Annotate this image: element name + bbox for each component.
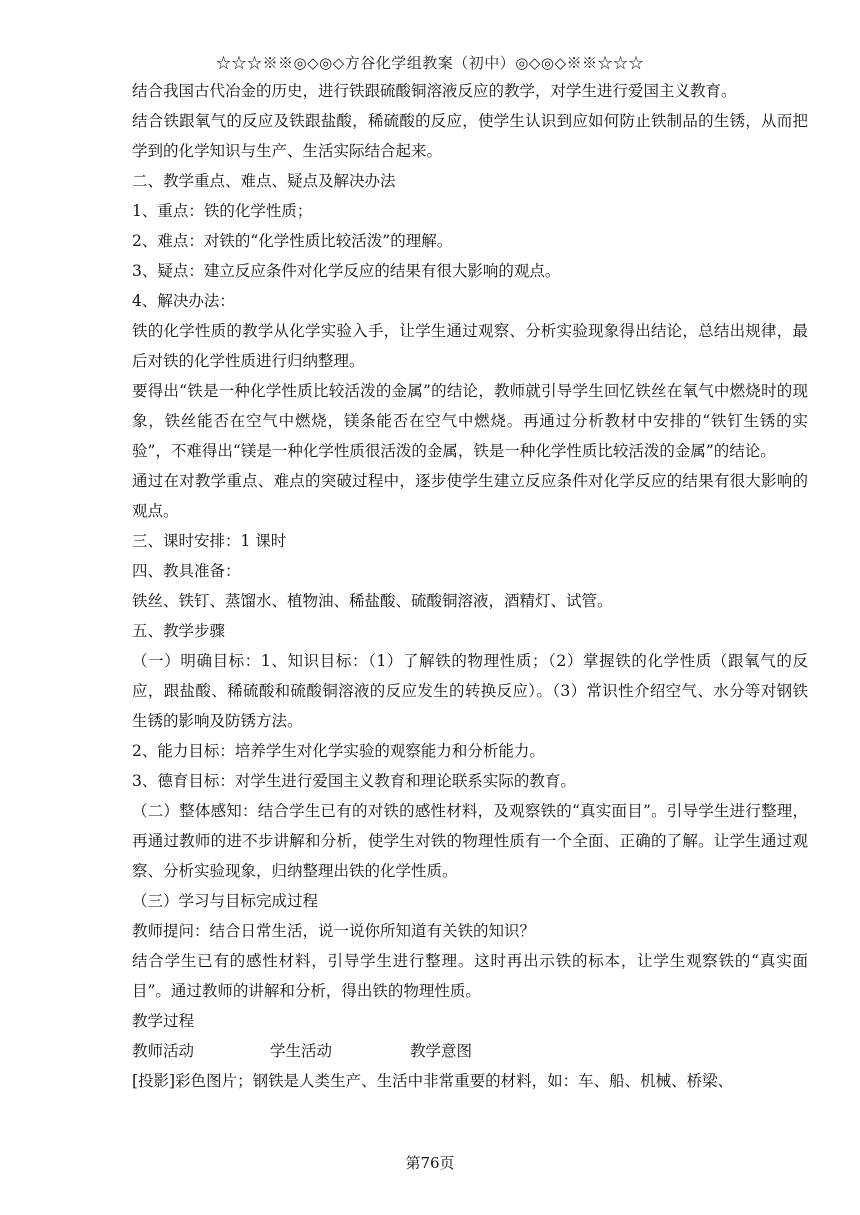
section-heading: 三、课时安排：1 课时 [132,532,287,550]
page-header: ☆☆☆※※◎◇◎◇方谷化学组教案（初中）◎◇◎◇※※☆☆☆ [216,54,644,72]
paragraph: 要得出“铁是一种化学性质比较活泼的金属”的结论，教师就引导学生回忆铁丝在氧气中燃烧时的现象，铁丝能否在空气中燃烧，镁条能否在空气中燃烧。再通过分析教材中安排的“铁钉生锈的实验”，不难得出“镁是一种化学性质很活泼的金属，铁是一种化学性质比较活泼的金属”的结论。 [132,382,808,460]
paragraph: 结合学生已有的感性材料，引导学生进行整理。这时再出示铁的标本，让学生观察铁的“真实面目”。通过教师的讲解和分析，得出铁的物理性质。 [132,952,808,1000]
table-header-row [132,1036,808,1066]
table-header-student: 学生活动 [270,1042,333,1060]
table-header-intent: 教学意图 [410,1042,473,1060]
paragraph: 铁丝、铁钉、蒸馏水、植物油、稀盐酸、硫酸铜溶液，酒精灯、试管。 [132,592,613,610]
page-number: 第76页 [405,1154,455,1172]
paragraph: 铁的化学性质的教学从化学实验入手，让学生通过观察、分析实验现象得出结论，总结出规律，最后对铁的化学性质进行归纳整理。 [132,322,808,370]
paragraph: 教师提问：结合日常生活，说一说你所知道有关铁的知识？ [132,922,536,940]
paragraph: （三）学习与目标完成过程 [132,892,319,910]
paragraph: 3、疑点：建立反应条件对化学反应的结果有很大影响的观点。 [132,262,561,280]
paragraph: 通过在对教学重点、难点的突破过程中，逐步使学生建立反应条件对化学反应的结果有很大影响的观点。 [132,472,808,520]
paragraph: 2、难点：对铁的“化学性质比较活泼”的理解。 [132,232,453,250]
paragraph: 4、解决办法： [132,292,235,310]
paragraph: [投影]彩色图片；钢铁是人类生产、生活中非常重要的材料，如：车、船、机械、桥梁、 [132,1072,734,1090]
paragraph: 1、重点：铁的化学性质； [132,202,313,220]
paragraph: 教学过程 [132,1012,195,1030]
table-header-teacher: 教师活动 [132,1042,195,1060]
paragraph: 结合铁跟氧气的反应及铁跟盐酸，稀硫酸的反应，使学生认识到应如何防止铁制品的生锈，从而把学到的化学知识与生产、生活实际结合起来。 [132,112,808,160]
paragraph: 2、能力目标：培养学生对化学实验的观察能力和分析能力。 [132,742,545,760]
paragraph: 3、德育目标：对学生进行爱国主义教育和理论联系实际的教育。 [132,772,576,790]
section-heading: 四、教具准备： [132,562,241,580]
document-body [132,76,808,1096]
paragraph: （二）整体感知：结合学生已有的对铁的感性材料，及观察铁的“真实面目”。引导学生进行整理，再通过教师的进不步讲解和分析，使学生对铁的物理性质有一个全面、正确的了解。让学生通过观察、分析实验现象，归纳整理出铁的化学性质。 [132,802,808,880]
section-heading: 五、教学步骤 [132,622,226,640]
paragraph: （一）明确目标：1、知识目标：（1）了解铁的物理性质；（2）掌握铁的化学性质（跟氧气的反应，跟盐酸、稀硫酸和硫酸铜溶液的反应发生的转换反应）。（3）常识性介绍空气、水分等对钢铁生锈的影响及防锈方法。 [132,652,808,730]
section-heading: 二、教学重点、难点、疑点及解决办法 [132,172,396,190]
paragraph: 结合我国古代冶金的历史，进行铁跟硫酸铜溶液反应的教学，对学生进行爱国主义教育。 [132,82,737,100]
